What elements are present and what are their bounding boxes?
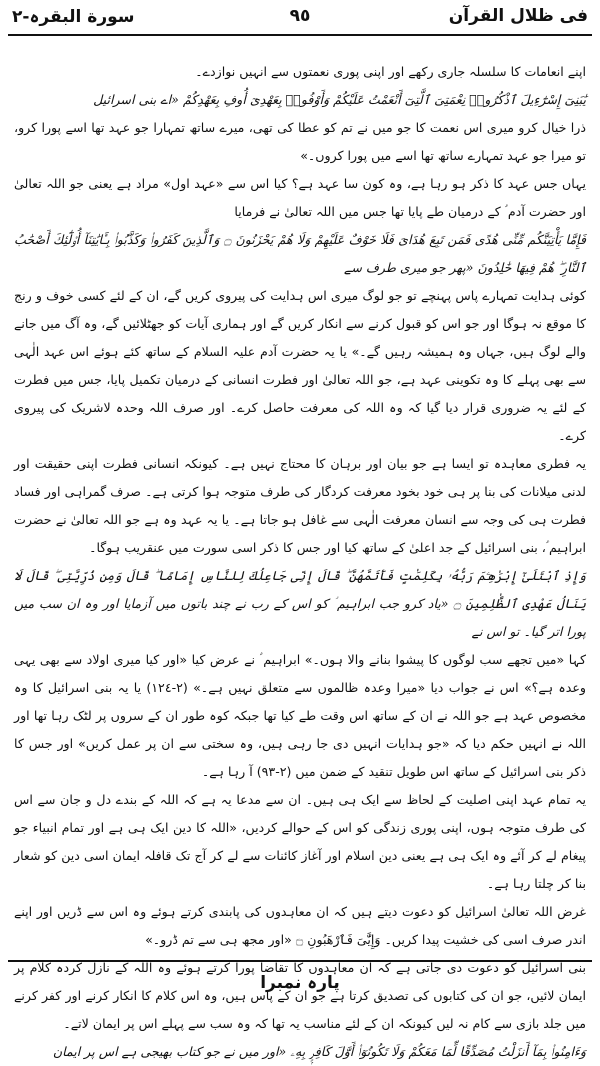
surah-title: سورة البقرہ-٢ <box>12 7 135 27</box>
paragraph: ذرا خیال کرو میری اس نعمت کا جو میں نے تم کو عطا کی تھی، میرے ساتھ تمہارا جو عہد تھا اسے پورا کرو، تو میرا جو عہد تمہارے ساتھ تھا اسے میں پورا کروں۔» <box>14 120 586 163</box>
paragraph: کہا «میں تجھے سب لوگوں کا پیشوا بنانے والا ہوں۔» ابراہیم ؑ نے عرض کیا «اور کیا میری اولاد سے بھی یہی وعدہ ہے؟» اس نے جواب دیا «میرا وعدہ ظالموں سے متعلق نہیں ہے۔» (٢-١٢٤) یا یہ بنی اسرائیل کا وہ مخصوص عہد ہے جو اللہ نے ان کے ساتھ اس وقت طے کیا تھا جبکہ کوہ طور ان کے سروں پر لٹک رہا تھا اور اللہ نے انہیں حکم دیا کہ «جو ہدایات انہیں دی جا رہی ہیں، وہ سختی سے ان پر عمل کریں» اور جس کا ذکر بنی اسرائیل کے ساتھ اس طویل تنقید کے ضمن میں (٢-٩٣) آ رہا ہے۔ <box>14 652 586 779</box>
page-number: ٩٥ <box>289 6 311 26</box>
header-divider <box>8 34 592 36</box>
page-header <box>8 4 592 30</box>
paragraph: کوئی ہدایت تمہارے پاس پہنچے تو جو لوگ میری اس ہدایت کی پیروی کریں گے، ان کے لئے کسی خوف و رنج کا موقع نہ ہوگا اور جو اس کو قبول کرنے سے انکار کریں گے اور ہماری آیات کو جھٹلائیں گے، وہ آگ میں جانے والے لوگ ہیں، جہاں وہ ہمیشہ رہیں گے۔» یا یہ حضرت آدم علیہ السلام کے ساتھ کئے ہوئے اس عہد الٰہی سے بھی پہلے کا وہ تکوینی عہد ہے، جو اللہ تعالیٰ اور فطرت انسانی کے درمیان تکمیل پایا، جس میں فطرت کے لئے یہ ضروری قرار دیا گیا کہ وہ اللہ کی معرفت حاصل کرے۔ اور صرف اللہ وحدہ لاشریک کی پیروی کرے۔ <box>14 288 586 443</box>
footer-divider <box>8 960 592 962</box>
quran-verse: وَإِذِ ٱبْتَلَىٰٓ إِبْرَٰهِـۧمَ رَبُّهُۥ بِكَلِمَٰتٍ فَأَتَمَّهُنَّ ۖ قَالَ إِنِّى جَاعِلُكَ لِلنَّاسِ إِمَامًا ۖ قَالَ وَمِن ذُرِّيَّتِى ۖ قَالَ لَا يَنَالُ عَهْدِى ٱلظَّٰلِمِينَ ۝ «یاد کرو جب ابراہیم ؑ کو اس کے رب نے چند باتوں میں آزمایا اور وہ ان سب میں پورا اتر گیا۔ تو اس نے <box>14 568 586 639</box>
paragraph: بنی اسرائیل کو دعوت دی جاتی ہے کہ ان معاہدوں کا تقاضا پورا کرتے ہوئے وہ اللہ کے نازل کردہ کلام پر ایمان لائیں، جو ان کی کتابوں کی تصدیق کرتا ہے جو ان کے پاس ہیں، وہ اس کلام کا انکار کرنے اور کفر کرنے میں جلد بازی سے کام نہ لیں کیونکہ ان کے لئے مناسب یہ تھا کہ وہ سب سے پہلے اس پر ایمان لاتے۔ <box>14 960 586 1031</box>
quran-verse: وَءَامِنُوا۟ بِمَآ أَنزَلْتُ مُصَدِّقًا لِّمَا مَعَكُمْ وَلَا تَكُونُوٓا۟ أَوَّلَ كَافِرٍۭ بِهِۦ «اور میں نے جو کتاب بھیجی ہے اس پر ایمان <box>52 1044 586 1059</box>
quran-verse: فَإِمَّا يَأْتِيَنَّكُم مِّنِّى هُدًى فَمَن تَبِعَ هُدَاىَ فَلَا خَوْفٌ عَلَيْهِمْ وَلَا هُمْ يَحْزَنُونَ ۝ وَٱلَّذِينَ كَفَرُوا۟ وَكَذَّبُوا۟ بِـَٔايَٰتِنَآ أُو۟لَٰٓئِكَ أَصْحَٰبُ ٱلنَّارِ ۖ هُمْ فِيهَا خَٰلِدُونَ «پھر جو میری طرف سے <box>14 232 586 275</box>
book-title: فی ظلال القرآن <box>448 6 588 26</box>
page-footer: پارہ نمبرا <box>260 973 340 993</box>
paragraph: غرض اللہ تعالیٰ اسرائیل کو دعوت دیتے ہیں کہ ان معاہدوں کی پابندی کرتے ہوئے وہ اس سے ڈریں اور اپنے اندر صرف اسی کی خشیت پیدا کریں۔ وَإِيَّٰىَ فَٱرْهَبُونِ ۝ «اور مجھ ہی سے تم ڈرو۔» <box>14 904 586 947</box>
paragraph: اپنے انعامات کا سلسلہ جاری رکھے اور اپنی پوری نعمتوں سے انہیں نوازدے۔ <box>195 64 586 79</box>
paragraph: یہ تمام عہد اپنی اصلیت کے لحاظ سے ایک ہی ہیں۔ ان سے مدعا یہ ہے کہ اللہ کے بندے دل و جان سے اس کی طرف متوجہ ہوں، اپنی پوری زندگی کو اس کے حوالے کردیں، «اللہ کا دین ایک ہی ہے اور تمام انبیاء جو پیغام لے کر آئے وہ ایک ہی ہے یعنی دین اسلام اور آغاز کائنات سے لے کر آج تک قافلہ ایمان اسی دین کو شعار بنا کر چلتا رہا ہے۔ <box>14 792 586 891</box>
paragraph: یہ فطری معاہدہ تو ایسا ہے جو بیان اور برہان کا محتاج نہیں ہے۔ کیونکہ انسانی فطرت اپنی حقیقت اور لدنی میلانات کی بنا پر ہی خود بخود معرفت کردگار کی طرف متوجہ ہوا کرتی ہے۔ صرف گمراہی اور فساد فطرت ہی کی وجہ سے انسان معرفت الٰہی سے غافل ہو جاتا ہے۔ یا یہ عہد وہ ہے جو اللہ تعالیٰ نے حضرت ابراہیم ؑ، بنی اسرائیل کے جد اعلیٰ کے ساتھ کیا اور جس کا ذکر اسی سورت میں عنقریب ہوگا۔ <box>14 456 586 555</box>
paragraph: یہاں جس عہد کا ذکر ہو رہا ہے، وہ کون سا عہد ہے؟ کیا اس سے «عہد اول» مراد ہے یعنی جو اللہ تعالیٰ اور حضرت آدم ؑ کے درمیان طے پایا تھا جس میں اللہ تعالیٰ نے فرمایا <box>14 176 586 219</box>
quran-verse: يَٰبَنِىٓ إِسْرَٰٓءِيلَ ٱذْكُرُوا۟ نِعْمَتِىَ ٱلَّتِىٓ أَنْعَمْتُ عَلَيْكُمْ وَأَوْفُوا۟ بِعَهْدِىٓ أُوفِ بِعَهْدِكُمْ «اے بنی اسرائیل <box>93 92 586 107</box>
